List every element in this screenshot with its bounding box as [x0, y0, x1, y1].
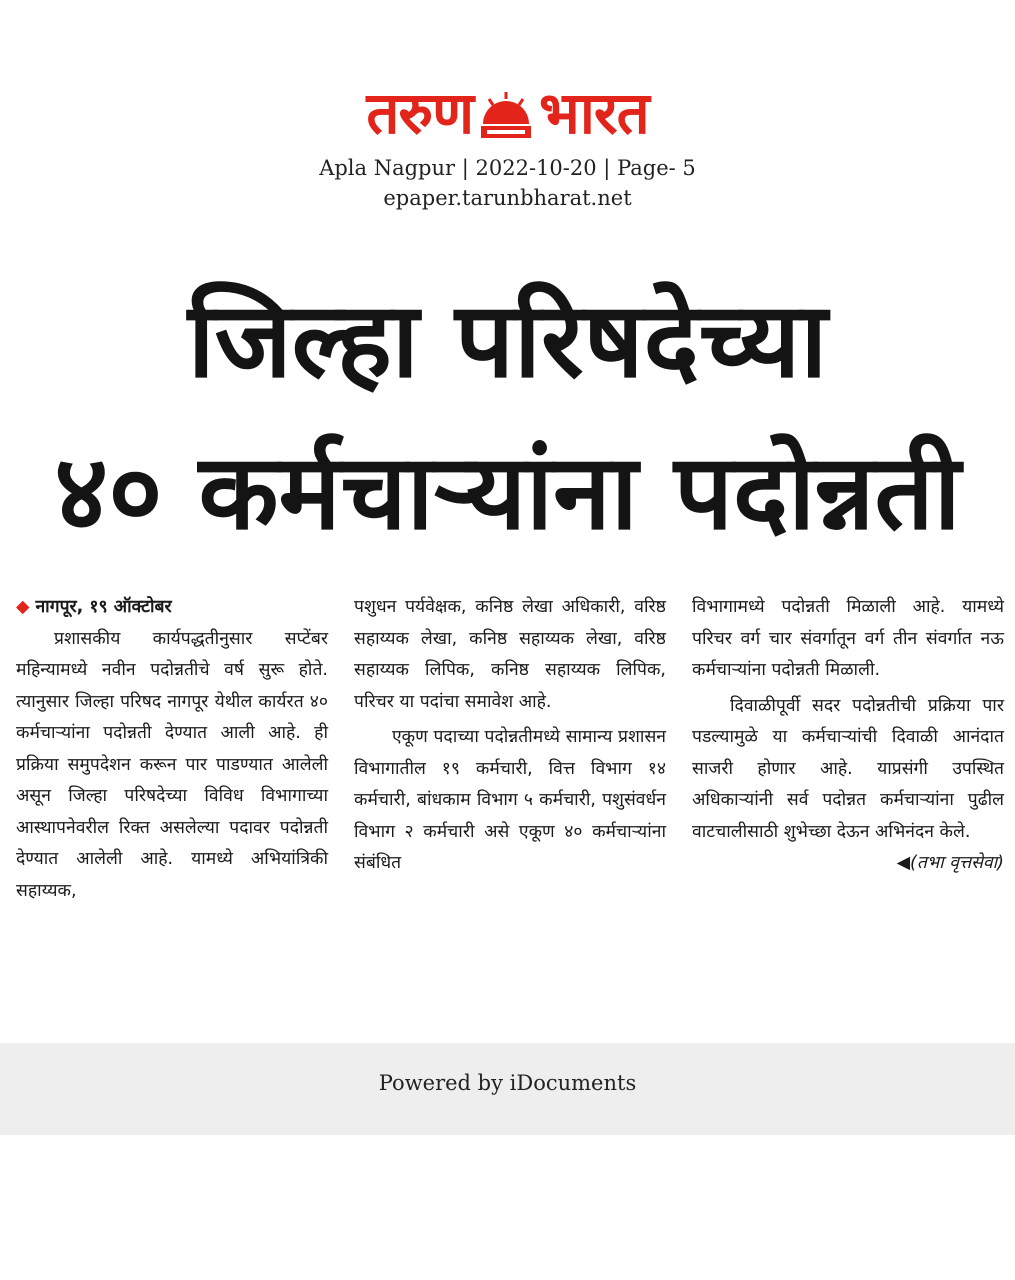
diamond-bullet-icon: ◆ [16, 597, 30, 617]
page-number: Page- 5 [617, 156, 696, 180]
masthead-logo [0, 78, 1015, 148]
headline-line-2: ४० कर्मचाऱ्यांना पदोन्नती [54, 431, 961, 553]
article-column-3 [692, 592, 1004, 992]
headline-line-1: जिल्हा परिषदेच्या [187, 279, 828, 401]
site-url: epaper.tarunbharat.net [383, 186, 632, 210]
news-credit [692, 848, 1004, 880]
paragraph: दिवाळीपूर्वी सदर पदोन्नतीची प्रक्रिया पार पडल्यामुळे या कर्मचाऱ्यांची दिवाळी आनंदात साजरी होणार आहे. याप्रसंगी उपस्थित अधिकाऱ्यांनी सर्व पदोन्नत कर्मचाऱ्यांना पुढील वाटचालीसाठी शुभेच्छा देऊन अभिनंदन केले. [692, 695, 1004, 842]
article-column-1 [16, 592, 328, 992]
logo-word-left: तरुण [366, 79, 474, 147]
sun-emblem-icon [477, 90, 535, 142]
footer-band [0, 1043, 1015, 1135]
separator: | [461, 156, 476, 180]
paragraph: एकूण पदाच्या पदोन्नतीमध्ये सामान्य प्रशासन विभागातील १९ कर्मचारी, वित्त विभाग १४ कर्मचारी, बांधकाम विभाग ५ कर्मचारी, पशुसंवर्धन विभाग २ कर्मचारी असे एकूण ४० कर्मचाऱ्यांना संबंधित [354, 727, 666, 873]
separator: | [603, 156, 618, 180]
left-triangle-icon: ◀ [896, 853, 911, 873]
logo-word-right: भारत [539, 79, 649, 147]
dateline: नागपूर, १९ ऑक्टोबर [35, 597, 172, 617]
edition-date: 2022-10-20 [475, 156, 597, 180]
paragraph: प्रशासकीय कार्यपद्धतीनुसार सप्टेंबर महिन्यामध्ये नवीन पदोन्नतीचे वर्ष सुरू होते. त्यानुसार जिल्हा परिषद नागपूर येथील कार्यरत ४० कर्मचाऱ्यांना पदोन्नती देण्यात आली आहे. ही प्रक्रिया समुपदेशन करून पार पाडण्यात आलेली असून जिल्हा परिषदेच्या विविध विभागाच्या आस्थापनेवरील रिक्त असलेल्या पदावर पदोन्नती देण्यात आलेली आहे. यामध्ये अभियांत्रिकी सहाय्यक, [16, 628, 328, 901]
paragraph: पशुधन पर्यवेक्षक, कनिष्ठ लेखा अधिकारी, वरिष्ठ सहाय्यक लेखा, कनिष्ठ सहाय्यक लेखा, वरिष्ठ सहाय्यक लिपिक, कनिष्ठ सहाय्यक लिपिक, परिचर या पदांचा समावेश आहे. [354, 597, 666, 712]
credit-text: (तभा वृत्तसेवा) [910, 853, 1004, 873]
dateline-row [16, 592, 328, 624]
powered-by-text: Powered by iDocuments [378, 1071, 637, 1095]
edition-name: Apla Nagpur [319, 156, 456, 180]
article-column-2 [354, 592, 666, 992]
article-body [16, 592, 1004, 992]
edition-line [0, 156, 1015, 180]
paragraph: विभागामध्ये पदोन्नती मिळाली आहे. यामध्ये परिचर वर्ग चार संवर्गातून वर्ग तीन संवर्गात नऊ कर्मचाऱ्यांना पदोन्नती मिळाली. [692, 597, 1004, 680]
